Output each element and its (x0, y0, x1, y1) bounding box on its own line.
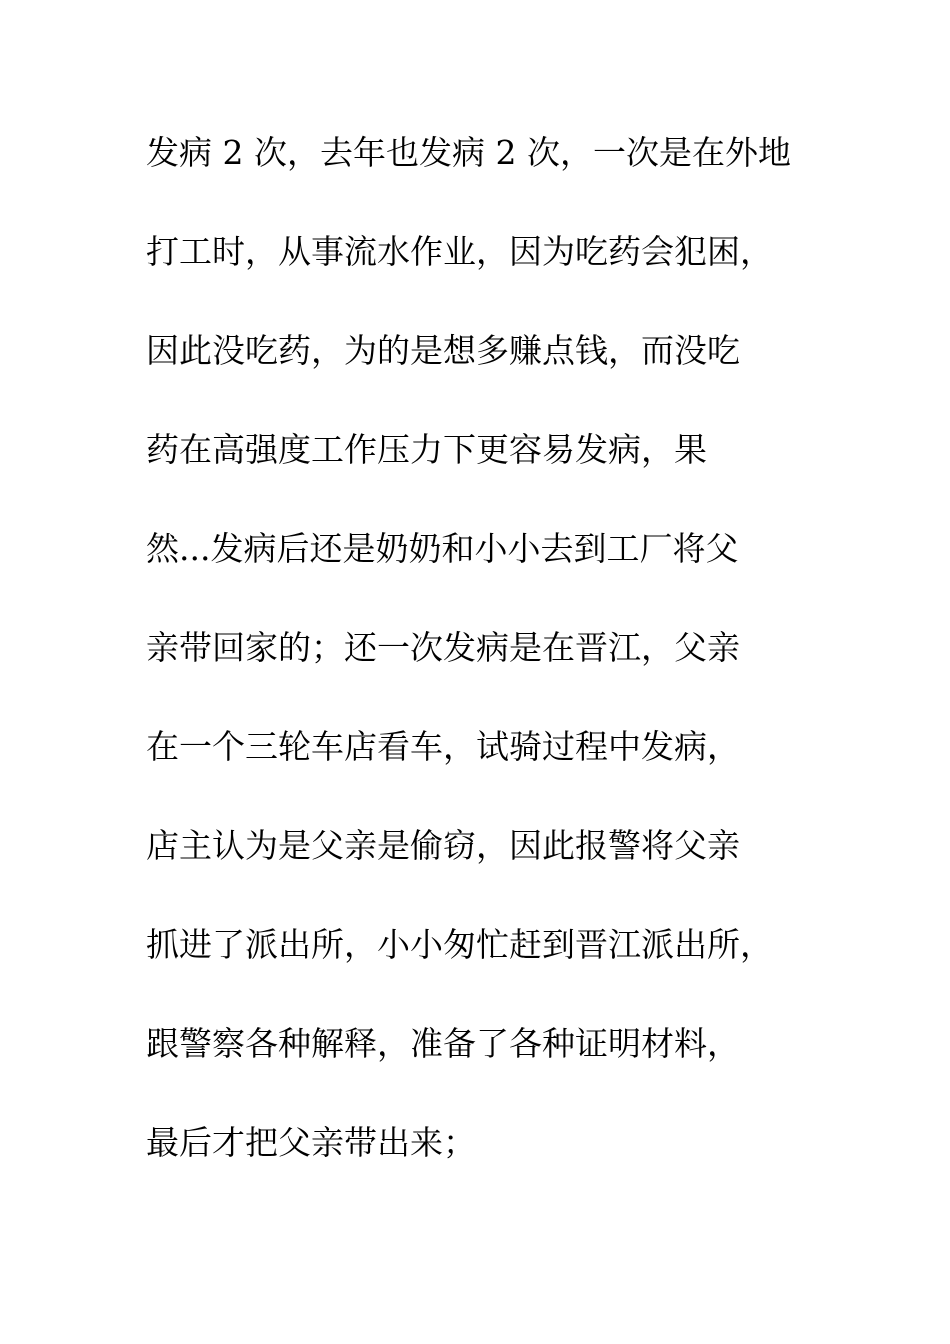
text-line: 药在高强度工作压力下更容易发病，果 (146, 430, 707, 469)
text-line: 打工时，从事流水作业，因为吃药会犯困， (146, 232, 773, 271)
text-line: 然...发病后还是奶奶和小小去到工厂将父 (146, 529, 739, 568)
text-line: 发病 2 次，去年也发病 2 次，一次是在外地 (146, 133, 791, 172)
text-line: 抓进了派出所，小小匆忙赶到晋江派出所， (146, 925, 773, 964)
body-text (146, 130, 826, 1219)
text-line: 跟警察各种解释，准备了各种证明材料， (146, 1024, 740, 1063)
text-line: 亲带回家的；还一次发病是在晋江，父亲 (146, 628, 740, 667)
text-line: 最后才把父亲带出来； (146, 1123, 476, 1162)
text-line: 店主认为是父亲是偷窃，因此报警将父亲 (146, 826, 740, 865)
text-line: 因此没吃药，为的是想多赚点钱，而没吃 (146, 331, 740, 370)
text-line: 在一个三轮车店看车，试骑过程中发病， (146, 727, 740, 766)
